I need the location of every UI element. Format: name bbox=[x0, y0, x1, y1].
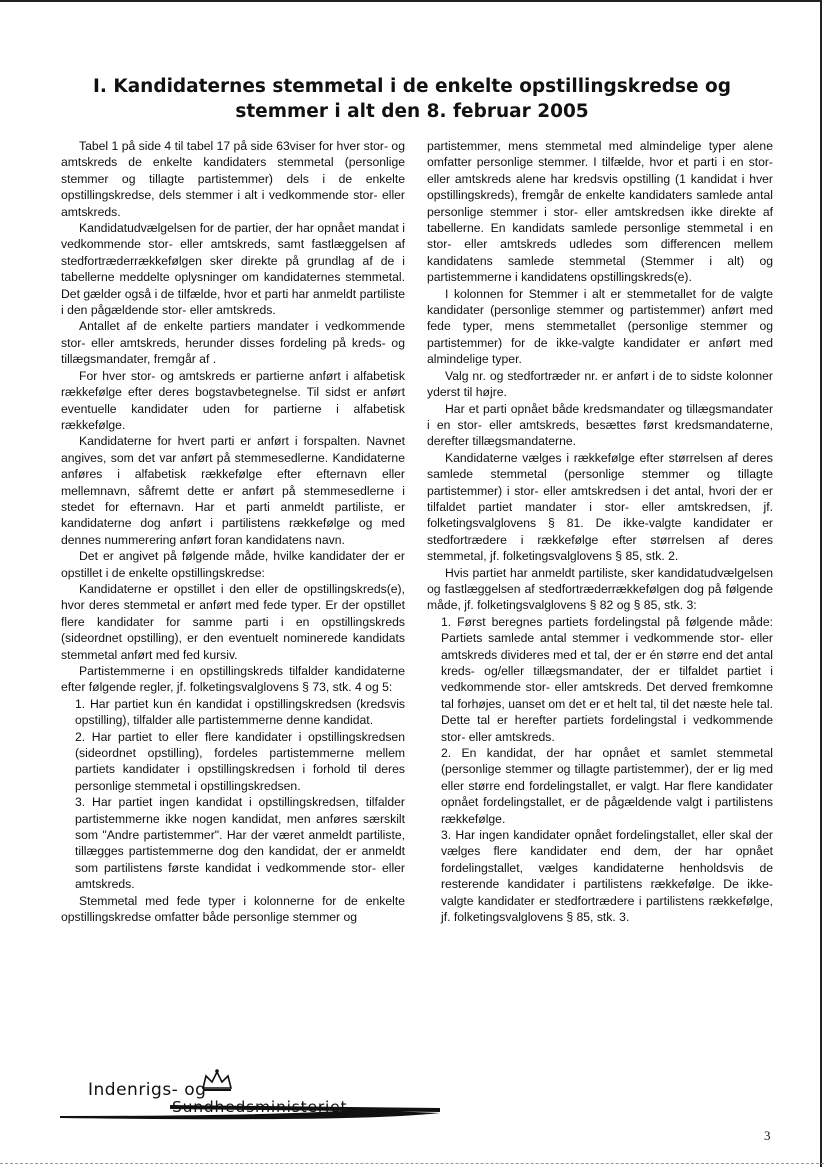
list-item: 3. Har ingen kandidater opnået fordelingstallet, eller skal der vælges flere kandidater end dem, der har opnået fordelingstallet, vælges kandidaterne henholdsvis de resterende kandidater i partilistens rækkefølge. De ikke-valgte kandidater er stedfortrædere i partilistens rækkefølge, jf. folketingsvalglovens § 85, stk. 3. bbox=[441, 828, 773, 925]
paragraph: Kandidaterne er opstillet i den eller de opstillingskreds(e), hvor deres stemmetal er anført med fede typer. Er der opstillet flere kandidater for samme parti i en opstillingskreds (sideordnet opstilling), er den eventuelt nominerede kandidats stemmetal anført med fed kursiv. bbox=[61, 581, 405, 662]
paragraph: For hver stor- og amtskreds er partierne anført i alfabetisk rækkefølge efter deres bogstavbetegnelse. Til sidst er anført eventuelle kandidater uden for partierne i alfabetisk rækkefølge. bbox=[61, 368, 405, 432]
paragraph: I kolonnen for Stemmer i alt er stemmetallet for de valgte kandidater (personlige stemmer og partistemmer) anført med fede typer, mens stemmetallet (personlige stemmer og partistemmer) for de ikke-valgte kandidater er anført med almindelige typer. bbox=[427, 286, 773, 367]
paragraph: partistemmer, mens stemmetal med almindelige typer alene omfatter personlige stemmer. I tilfælde, hvor et parti i en stor- eller amtskreds alene har kredsvis opstilling (1 kandidat i hver opstillingskreds), fremgår de enkelte kandidaters samlede antal personlige stemmer i stor- eller amtskredsen ikke direkte af tabellerne. En kandidats samlede personlige stemmetal i en stor- eller amtskreds udledes som differencen mellem kandidatens samlede stemmetal (Stemmer i alt) og partistemmerne i kandidatens opstillingskreds(e). bbox=[427, 139, 773, 285]
right-column bbox=[427, 138, 773, 926]
page-number: 3 bbox=[764, 1128, 771, 1143]
paragraph: Stemmetal med fede typer i kolonnerne for de enkelte opstillingskredse omfatter både personlige stemmer og bbox=[61, 893, 405, 925]
left-column bbox=[61, 138, 405, 926]
paragraph: Har et parti opnået både kredsmandater og tillægsmandater i en stor- eller amtskreds, besættes først kredsmandaterne, derefter tillægsmandaterne. bbox=[427, 401, 773, 449]
paragraph: Partistemmerne i en opstillingskreds tilfalder kandidaterne efter følgende regler, jf. folketingsvalglovens § 73, stk. 4 og 5: bbox=[61, 664, 405, 695]
paragraph: Det er angivet på følgende måde, hvilke kandidater der er opstillet i de enkelte opstillingskredse: bbox=[61, 549, 405, 580]
paragraph: Valg nr. og stedfortræder nr. er anført i de to sidste kolonner yderst til højre. bbox=[427, 368, 773, 400]
ministry-logo bbox=[60, 1068, 450, 1138]
paragraph: Kandidaterne for hvert parti er anført i forspalten. Navnet angives, som det var anført på stemmesedlerne. Kandidaterne anføres i alfabetisk rækkefølge efter efternavn eller mellemnavn, såfremt dette er anført på stemmesedlerne i stedet for efternavn. Har et parti anmeldt partiliste, er kandidaterne dog anført i partilistens rækkefølge og med dennes nummerering anført foran kandidatens navn. bbox=[61, 434, 405, 547]
list-item: 2. En kandidat, der har opnået et samlet stemmetal (personlige stemmer og tillagte partistemmer), der er lig med eller større end fordelingstallet, er valgt. Har flere kandidater opnået fordelingstallet, er de pågældende valgt i partilistens rækkefølge. bbox=[441, 746, 773, 826]
paragraph: Antallet af de enkelte partiers mandater i vedkommende stor- eller amtskreds, herunder disses fordeling på kreds- og tillægsmandater, fremgår af . bbox=[61, 319, 405, 367]
list-item: 1. Først beregnes partiets fordelingstal på følgende måde: Partiets samlede antal stemmer i vedkommende stor- eller amtskreds divideres med et tal, der er én større end det antal kreds- og/eller tillægsmandater, der er tilfaldet partiet i vedkommende stor- eller amtskreds. Det derved fremkomne tal forhøjes, uanset om det er et helt tal, til det næste hele tal. Dette tal er herefter partiets fordelingstal i vedkommende stor- eller amtskreds. bbox=[441, 614, 773, 744]
logo-text-line1: Indenrigs- og bbox=[88, 1080, 207, 1100]
logo-text-line2: Sundhedsministeriet bbox=[172, 1098, 348, 1116]
paragraph: Hvis partiet har anmeldt partiliste, sker kandidatudvælgelsen og fastlæggelsen af stedfortræderrækkefølgen dog på følgende måde, jf. folketingsvalglovens § 82 og § 85, stk. 3: bbox=[427, 565, 773, 613]
paragraph: Kandidaterne vælges i rækkefølge efter størrelsen af deres samlede stemmetal (personlige stemmer og tillagte partistemmer) i stor- eller amtskredsen i det antal, hvori der er tilfaldet partiet mandater i stor- eller amtskredsen, jf. folketingsvalglovens § 81. De ikke-valgte kandidater er stedfortrædere i rækkefølge efter størrelsen af deres stemmetal, jf. folketingsvalglovens § 85, stk. 2. bbox=[427, 450, 773, 564]
list-item: 3. Har partiet ingen kandidat i opstillingskredsen, tilfalder partistemmerne ikke nogen kandidat, men anføres særskilt som "Andre partistemmer". Har der været anmeldt partiliste, tillægges partistemmerne dog den kandidat, der er anmeldt som partilistens første kandidat i vedkommende stor- eller amtskreds. bbox=[75, 795, 405, 892]
list-item: 2. Har partiet to eller flere kandidater i opstillingskredsen (sideordnet opstilling), fordeles partistemmerne mellem partiets kandidater i opstillingskredsen i forhold til deres personlige stemmetal i opstillingskredsen. bbox=[75, 729, 405, 793]
paragraph: Tabel 1 på side 4 til tabel 17 på side 63viser for hver stor- og amtskreds de enkelte kandidaters stemmetal (personlige stemmer og tillagte partistemmer) dels i de enkelte opstillingskredse, dels stemmer i alt i vedkommende stor- eller amtskreds. bbox=[61, 139, 405, 219]
bottom-divider bbox=[0, 1163, 824, 1166]
page-title: I. Kandidaternes stemmetal i de enkelte opstillingskredse og stemmer i alt den 8. februar 2005 bbox=[93, 76, 731, 123]
paragraph: Kandidatudvælgelsen for de partier, der har opnået mandat i vedkommende stor- eller amtskreds, samt fastlæggelsen af stedfortræderrækkefølgen sker direkte på grundlag af de i tabellerne meddelte oplysninger om kandidaternes stemmetal. Det gælder også i de tilfælde, hvor et parti har anmeldt partiliste i den pågældende stor- eller amtskreds. bbox=[61, 221, 405, 318]
list-item: 1. Har partiet kun én kandidat i opstillingskredsen (kredsvis opstilling), tilfalder alle partistemmerne denne kandidat. bbox=[75, 696, 405, 728]
